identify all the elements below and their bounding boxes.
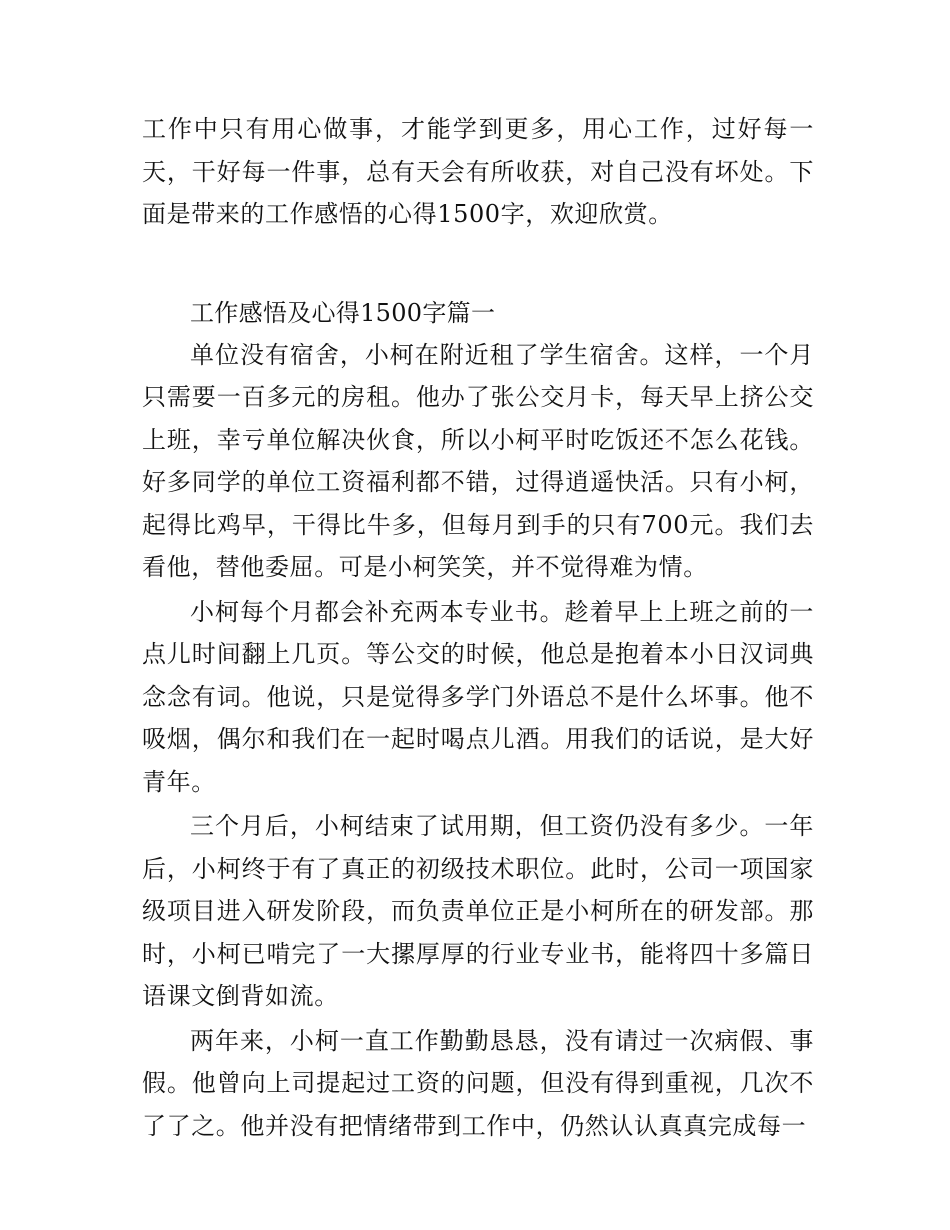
section-title: 工作感悟及心得1500字篇一 — [190, 298, 496, 327]
document-page — [142, 108, 814, 1149]
body-paragraph: 小柯每个月都会补充两本专业书。趁着早上上班之前的一点儿时间翻上几页。等公交的时候，他总是抱着本小日汉词典念念有词。他说，只是觉得多学门外语总不是什么坏事。他不吸烟，偶尔和我们在一起时喝点儿酒。用我们的话说，是大好青年。 — [142, 597, 814, 796]
body-paragraph: 单位没有宿舍，小柯在附近租了学生宿舍。这样，一个月只需要一百多元的房租。他办了张公交月卡，每天早上挤公交上班，幸亏单位解决伙食，所以小柯平时吃饭还不怎么花钱。好多同学的单位工资福利都不错，过得逍遥快活。只有小柯，起得比鸡早，干得比牛多，但每月到手的只有700元。我们去看他，替他委屈。可是小柯笑笑，并不觉得难为情。 — [142, 340, 814, 581]
intro-paragraph: 工作中只有用心做事，才能学到更多，用心工作，过好每一天，干好每一件事，总有天会有所收获，对自己没有坏处。下面是带来的工作感悟的心得1500字，欢迎欣赏。 — [142, 115, 814, 228]
body-paragraph: 三个月后，小柯结束了试用期，但工资仍没有多少。一年后，小柯终于有了真正的初级技术职位。此时，公司一项国家级项目进入研发阶段，而负责单位正是小柯所在的研发部。那时，小柯已啃完了一大摞厚厚的行业专业书，能将四十多篇日语课文倒背如流。 — [142, 812, 814, 1010]
body-paragraph: 两年来，小柯一直工作勤勤恳恳，没有请过一次病假、事假。他曾向上司提起过工资的问题，但没有得到重视，几次不了了之。他并没有把情绪带到工作中，仍然认认真真完成每一 — [142, 1026, 814, 1140]
